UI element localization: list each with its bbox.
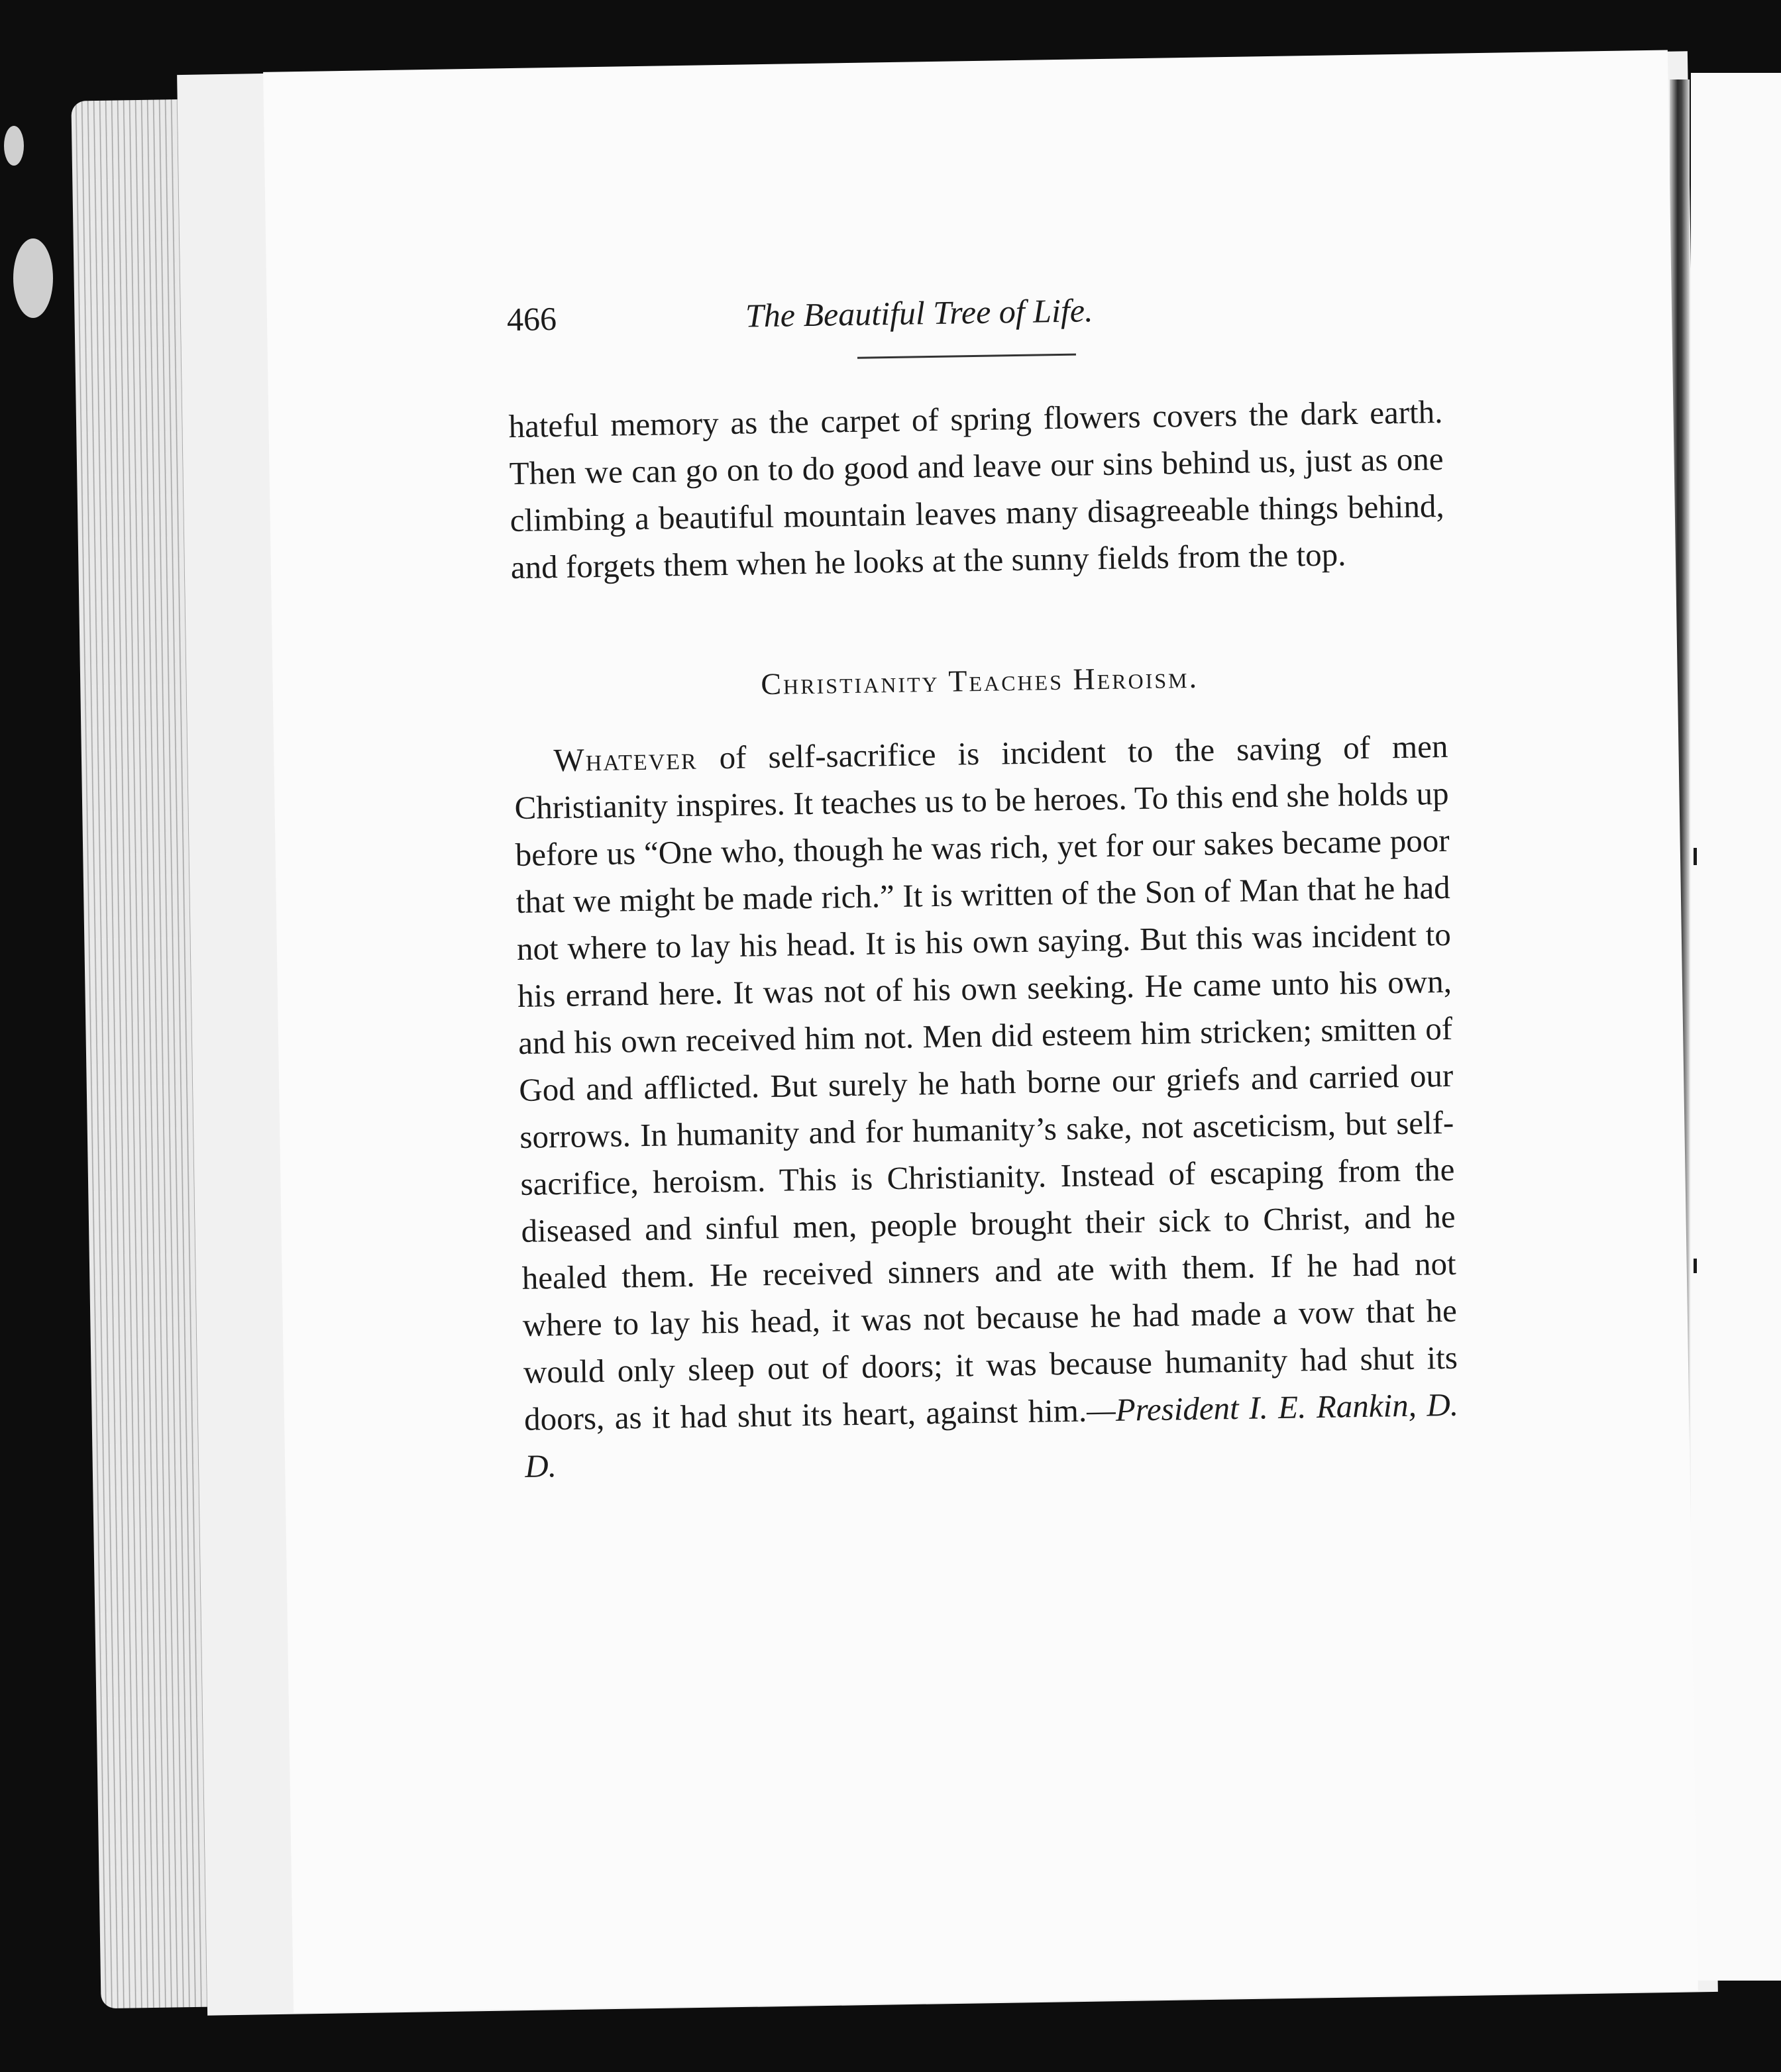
margin-mark <box>1694 1259 1697 1273</box>
scan-speck <box>4 126 24 166</box>
running-head <box>507 285 1442 353</box>
running-title: The Beautiful Tree of Life. <box>745 291 1093 335</box>
page-number: 466 <box>506 299 557 338</box>
facing-page-edge <box>1691 73 1781 1981</box>
page-text <box>507 285 1460 1490</box>
attribution: —President I. E. Rankin, D. D. <box>524 1386 1459 1484</box>
section-body-paragraph <box>513 723 1460 1490</box>
continuation-paragraph: hateful memory as the carpet of spring flowers covers the dark earth. Then we can go on to do good and leave our sins behind us, just as one climbing a beautiful mountain leaves many disagreeable things behind, and forgets them when he looks at the sunny fields from the top. <box>508 393 1445 586</box>
section-body-text: of self-sacrifice is incident to the saving of men Christianity inspires. It teaches us to be heroes. To this end she holds up before us “One who, though he was rich, yet for our sakes became poor that we might be made rich.” It is written of the Son of Man that he had not where to lay his head. It is his own saying. But this was incident to his errand here. It was not of his own seeking. He came unto his own, and his own received him not. Men did esteem him stricken; smitten of God and afflicted. But surely he hath borne our griefs and carried our sorrows. In humanity and for humanity’s sake, not asceticism, but self-sacrifice, heroism. This is Christianity. Instead of escaping from the diseased and sinful men, people brought their sick to Christ, and he healed them. He received sinners and ate with them. If he had not where to lay his head, it was not because he had made a vow that he would only sleep out of doors; it was because humanity had shut its doors, as it had shut its heart, against him. <box>514 727 1458 1437</box>
lead-word: Whatever <box>553 739 698 779</box>
head-rule <box>857 354 1076 359</box>
book-page <box>263 50 1698 2013</box>
scan-speck <box>13 238 53 318</box>
section-heading: Christianity Teaches Heroism. <box>760 660 1199 701</box>
margin-mark <box>1694 848 1697 865</box>
